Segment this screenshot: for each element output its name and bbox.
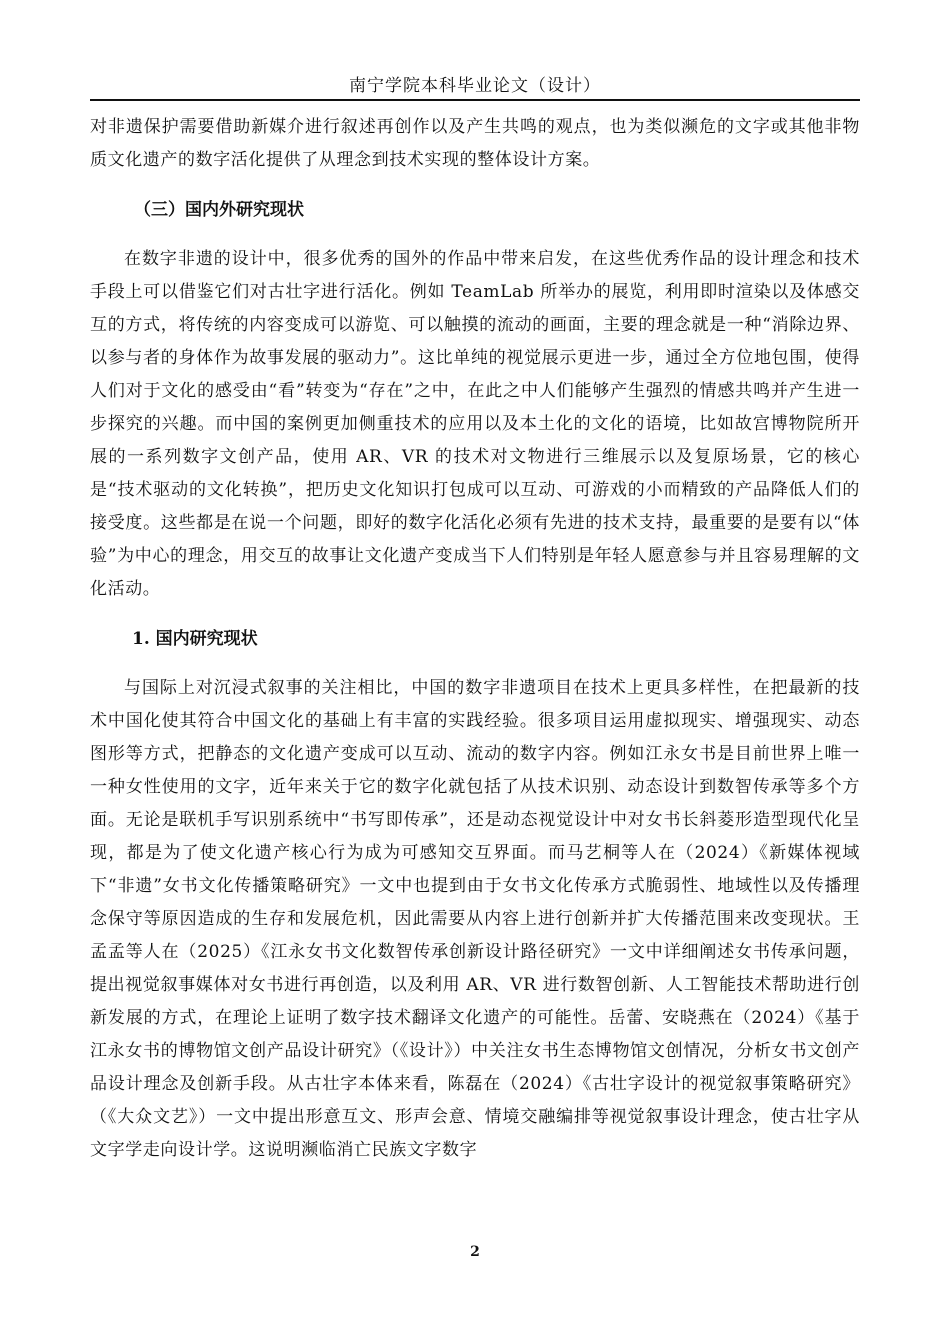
paragraph-intro: 在数字非遗的设计中，很多优秀的国外的作品中带来启发，在这些优秀作品的设计理念和技术手段上可以借鉴它们对古壮字进行活化。例如 TeamLab 所举办的展览，利用即时渲染以及体感交互的方式，将传统的内容变成可以游览、可以触摸的流动的画面，主要的理念就是一种“消除边界、以参与者的身体作为故事发展的驱动力”。这比单纯的视觉展示更进一步，通过全方位地包围，使得人们对于文化的感受由“看”转变为“存在”之中，在此之中人们能够产生强烈的情感共鸣并产生进一步探究的兴趣。而中国的案例更加侧重技术的应用以及本土化的文化的语境，比如故宫博物院所开展的一系列数字文创产品，使用 AR、VR 的技术对文物进行三维展示以及复原场景，它的核心是“技术驱动的文化转换”，把历史文化知识打包成可以互动、可游戏的小而精致的产品降低人们的接受度。这些都是在说一个问题，即好的数字化活化必须有先进的技术支持，最重要的是要有以“体验”为中心的理念，用交互的故事让文化遗产变成当下人们特别是年轻人愿意参与并且容易理解的文化活动。: [90, 249, 860, 599]
page-number: 2: [470, 1244, 480, 1260]
paragraph-continued: 对非遗保护需要借助新媒介进行叙述再创作以及产生共鸣的观点，也为类似濒危的文字或其他非物质文化遗产的数字活化提供了从理念到技术实现的整体设计方案。: [90, 117, 860, 170]
header-divider: [90, 99, 860, 101]
subsection-heading: 1. 国内研究现状: [132, 628, 258, 649]
document-body: [90, 111, 860, 1167]
paragraph-domestic-research: 与国际上对沉浸式叙事的关注相比，中国的数字非遗项目在技术上更具多样性，在把最新的技术中国化使其符合中国文化的基础上有丰富的实践经验。很多项目运用虚拟现实、增强现实、动态图形等方式，把静态的文化遗产变成可以互动、流动的数字内容。例如江永女书是目前世界上唯一一种女性使用的文字，近年来关于它的数字化就包括了从技术识别、动态设计到数智传承等多个方面。无论是联机手写识别系统中“书写即传承”，还是动态视觉设计中对女书长斜菱形造型现代化呈现，都是为了使文化遗产核心行为成为可感知交互界面。而马艺桐等人在（2024）《新媒体视域下“非遗”女书文化传播策略研究》一文中也提到由于女书文化传承方式脆弱性、地域性以及传播理念保守等原因造成的生存和发展危机，因此需要从内容上进行创新并扩大传播范围来改变现状。王孟孟等人在（2025）《江永女书文化数智传承创新设计路径研究》一文中详细阐述女书传承问题，提出视觉叙事媒体对女书进行再创造，以及利用 AR、VR 进行数智创新、人工智能技术帮助进行创新发展的方式，在理论上证明了数字技术翻译文化遗产的可能性。岳蕾、安晓燕在（2024）《基于江永女书的博物馆文创产品设计研究》（《设计》）中关注女书生态博物馆文创情况，分析女书文创产品设计理念及创新手段。从古壮字本体来看，陈磊在（2024）《古壮字设计的视觉叙事策略研究》（《大众文艺》）一文中提出形意互文、形声会意、情境交融编排等视觉叙事设计理念，使古壮字从文字学走向设计学。这说明濒临消亡民族文字数字: [90, 678, 860, 1160]
page-header-title: 南宁学院本科毕业论文（设计）: [349, 76, 601, 96]
section-heading: （三）国内外研究现状: [134, 199, 304, 220]
